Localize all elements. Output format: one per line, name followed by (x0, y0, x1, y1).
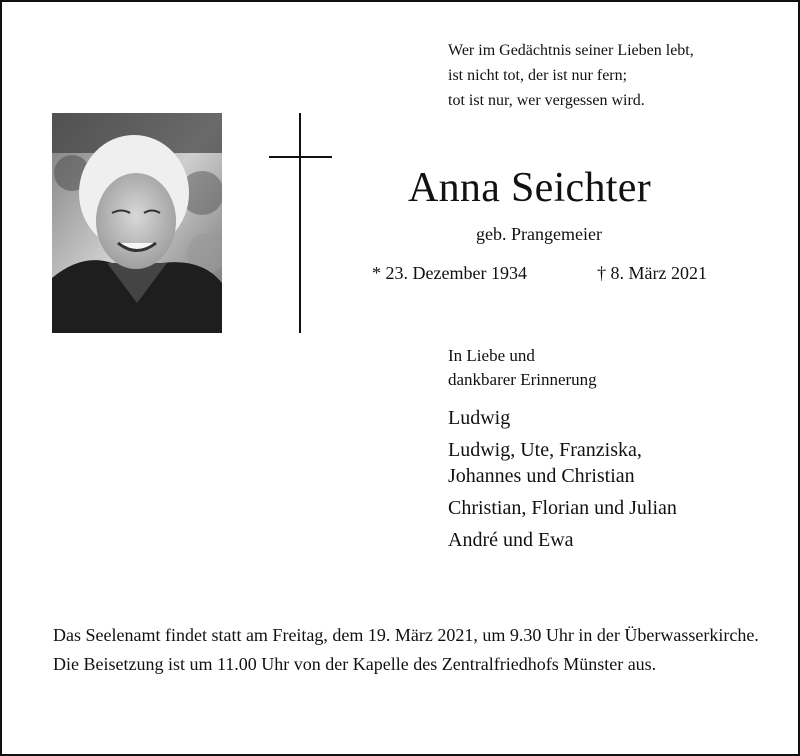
birth-date: * 23. Dezember 1934 (372, 263, 527, 283)
poem-line: Wer im Gedächtnis seiner Lieben lebt, (448, 42, 694, 59)
mourner-group (448, 437, 677, 489)
memory-line: dankbarer Erinnerung (448, 370, 597, 389)
burial-notice: Die Beisetzung ist um 11.00 Uhr von der Kapelle des Zentralfriedhofs Münster aus. (53, 654, 657, 674)
service-notice (53, 624, 765, 682)
memorial-poem (448, 38, 694, 113)
memory-line: In Liebe und (448, 346, 535, 365)
memory-phrase (448, 344, 597, 392)
cross-bar (269, 156, 332, 158)
poem-line: ist nicht tot, der ist nur fern; (448, 67, 628, 84)
requiem-notice: Das Seelenamt findet statt am Freitag, dem 19. März 2021, um 9.30 Uhr in der Überwasserkirche. (53, 625, 759, 645)
portrait-photo (52, 113, 222, 333)
mourner-line: Ludwig (448, 407, 511, 429)
maiden-name: geb. Prangemeier (476, 224, 602, 244)
mourner-group (448, 405, 677, 431)
mourner-group (448, 527, 677, 553)
mourner-line: André und Ewa (448, 529, 574, 551)
cross-symbol (299, 113, 301, 333)
deceased-name: Anna Seichter (408, 165, 651, 211)
death-date: † 8. März 2021 (597, 263, 707, 283)
mourner-line: Christian, Florian und Julian (448, 497, 677, 519)
mourner-line: Johannes und Christian (448, 465, 635, 487)
mourner-line: Ludwig, Ute, Franziska, (448, 439, 642, 461)
poem-line: tot ist nur, wer vergessen wird. (448, 92, 645, 109)
mourner-group (448, 495, 677, 521)
mourners-list (448, 405, 677, 559)
